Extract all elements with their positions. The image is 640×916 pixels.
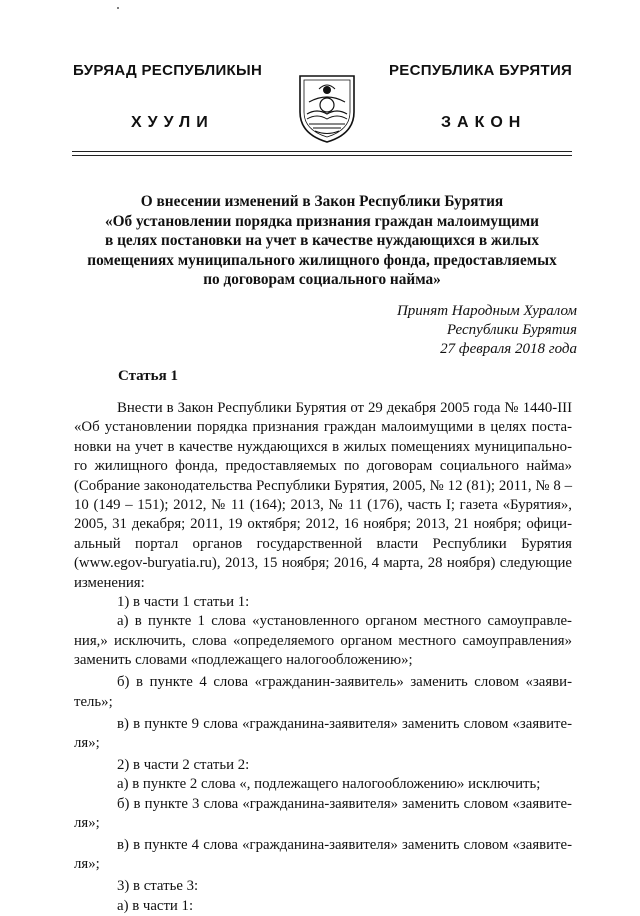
list-item: 2) в части 2 статьи 2: (117, 756, 250, 773)
body-line: новки на учет в качестве нуждающихся в жилых помещениях муниципально- (74, 438, 572, 455)
adoption-line-2: Республики Бурятия (446, 322, 577, 338)
article-body (74, 399, 572, 916)
header-right-top: РЕСПУБЛИКА БУРЯТИЯ (389, 62, 573, 79)
adoption-date: 27 февраля 2018 года (440, 341, 577, 357)
header-right-bottom: ЗАКОН (441, 114, 527, 131)
list-item: б) в пункте 4 слова «гражданин-заявитель» заменить словом «заяви- (117, 674, 572, 691)
header-left-top: БУРЯАД РЕСПУБЛИКЫН (73, 62, 263, 79)
coat-of-arms-icon (297, 72, 357, 144)
body-line: ля»; (74, 734, 100, 751)
scan-speck (117, 7, 119, 9)
body-line: «Об установлении порядка признания граждан малоимущими в целях поста- (74, 419, 572, 436)
list-item: в) в пункте 9 слова «гражданина-заявителя» заменить словом «заявите- (117, 715, 572, 732)
title-line: в целях постановки на учет в качестве нуждающихся в жилых (104, 232, 539, 249)
adoption-line-1: Принят Народным Хуралом (396, 303, 577, 319)
body-line: ля»; (74, 815, 100, 832)
title-line: О внесении изменений в Закон Республики Бурятия (140, 193, 504, 210)
list-item: 3) в статье 3: (117, 878, 199, 895)
header-rule-top (72, 151, 572, 152)
body-line: (Собрание законодательства Республики Бурятия, 2005, № 12 (81); 2011, № 8 – (74, 477, 572, 494)
list-item: в) в пункте 4 слова «гражданина-заявителя» заменить словом «заявите- (117, 836, 572, 853)
list-item: б) в пункте 3 слова «гражданина-заявителя» заменить словом «заявите- (117, 795, 572, 812)
body-line: го жилищного фонда, предоставляемых по договорам социального найма» (74, 458, 572, 475)
article-heading: Статья 1 (118, 368, 178, 384)
header-rule-bottom (72, 155, 572, 156)
body-line: Внести в Закон Республики Бурятия от 29 декабря 2005 года № 1440-III (117, 400, 572, 416)
title-line: «Об установлении порядка признания граждан малоимущими (104, 212, 539, 230)
body-line: 10 (149 – 151); 2012, № 11 (164); 2013, № 11 (176), часть I; газета «Бурятия», (74, 497, 572, 514)
body-line: альный портал органов государственной власти Республики Бурятия (74, 535, 572, 552)
law-title (72, 192, 572, 290)
header-left-bottom: ХУУЛИ (131, 114, 214, 131)
body-line: ля»; (74, 856, 100, 873)
list-item: а) в пункте 2 слова «, подлежащего налогообложению» исключить; (117, 776, 541, 793)
title-line: по договорам социального найма» (203, 271, 441, 288)
body-line: тель»; (74, 693, 113, 710)
adoption-note (397, 302, 577, 359)
list-item: а) в части 1: (117, 897, 194, 914)
body-line: ния,» исключить, слова «определяемого органом местного самоуправления» (74, 632, 572, 649)
list-item: а) в пункте 1 слова «установленного органом местного самоуправле- (117, 613, 572, 630)
list-item: 1) в части 1 статьи 1: (117, 594, 250, 611)
body-line: 2005, 31 декабря; 2011, 19 октября; 2012, 16 ноября; 2013, 21 ноября; офици- (74, 516, 572, 533)
body-line: изменения: (74, 574, 145, 591)
body-line: (www.egov-buryatia.ru), 2013, 15 ноября; 2016, 4 марта, 28 ноября) следующие (74, 555, 572, 572)
title-line: помещениях муниципального жилищного фонда, предоставляемых (87, 251, 557, 269)
body-line: заменить словами «подлежащего налогообложению»; (74, 652, 413, 669)
